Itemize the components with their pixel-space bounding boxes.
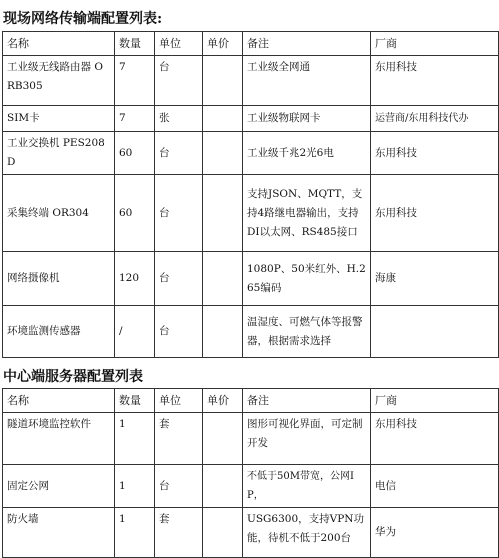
server-config-table (2, 388, 499, 558)
cell-unit: 台 (155, 252, 203, 306)
cell-note: 不低于50M带宽，公网IP， (243, 465, 371, 508)
cell-unit: 台 (155, 465, 203, 508)
cell-note: 工业级千兆2光6电 (243, 132, 371, 175)
cell-note: 工业级全网通 (243, 56, 371, 106)
cell-name: 工业级无线路由器 ORB305 (3, 56, 115, 106)
table-row (3, 252, 499, 306)
cell-name: 环境监测传感器 (3, 306, 115, 358)
cell-qty: 1 (115, 465, 155, 508)
cell-note: USG6300，支持VPN功能，待机不低于200台 (243, 508, 371, 558)
cell-vendor: 海康 (371, 252, 499, 306)
header-price: 单价 (203, 32, 243, 56)
cell-price (203, 252, 243, 306)
cell-unit: 套 (155, 413, 203, 465)
cell-vendor (371, 306, 499, 358)
cell-price (203, 56, 243, 106)
header-vendor: 厂商 (371, 32, 499, 56)
cell-unit: 台 (155, 306, 203, 358)
header-name: 名称 (3, 32, 115, 56)
cell-price (203, 465, 243, 508)
cell-price (203, 175, 243, 252)
cell-vendor: 东用科技 (371, 175, 499, 252)
cell-price (203, 508, 243, 558)
cell-name: 网络摄像机 (3, 252, 115, 306)
cell-qty: 60 (115, 132, 155, 175)
table-row (3, 56, 499, 106)
header-unit: 单位 (155, 389, 203, 413)
cell-vendor: 华为 (371, 508, 499, 558)
cell-note: 1080P、50米红外、H.265编码 (243, 252, 371, 306)
cell-vendor: 东用科技 (371, 56, 499, 106)
header-name: 名称 (3, 389, 115, 413)
cell-price (203, 106, 243, 132)
cell-note: 工业级物联网卡 (243, 106, 371, 132)
cell-unit: 台 (155, 132, 203, 175)
cell-price (203, 306, 243, 358)
cell-qty: 1 (115, 413, 155, 465)
header-qty: 数量 (115, 389, 155, 413)
table-row (3, 413, 499, 465)
header-vendor: 厂商 (371, 389, 499, 413)
network-config-table (2, 31, 499, 358)
cell-name: 固定公网 (3, 465, 115, 508)
cell-name: SIM卡 (3, 106, 115, 132)
header-note: 备注 (243, 32, 371, 56)
header-qty: 数量 (115, 32, 155, 56)
table-row (3, 106, 499, 132)
cell-qty: 7 (115, 106, 155, 132)
section1-title: 现场网络传输端配置列表: (3, 11, 163, 27)
header-note: 备注 (243, 389, 371, 413)
cell-note: 温湿度、可燃气体等报警器，根据需求选择 (243, 306, 371, 358)
table-row (3, 175, 499, 252)
cell-qty: 7 (115, 56, 155, 106)
cell-price (203, 132, 243, 175)
cell-unit: 张 (155, 106, 203, 132)
table-row (3, 132, 499, 175)
table-header-row (3, 389, 499, 413)
cell-price (203, 413, 243, 465)
table-header-row (3, 32, 499, 56)
table-row (3, 465, 499, 508)
cell-qty: 60 (115, 175, 155, 252)
table-row (3, 306, 499, 358)
cell-vendor: 东用科技 (371, 413, 499, 465)
table-row (3, 508, 499, 558)
cell-unit: 台 (155, 56, 203, 106)
cell-name: 采集终端 OR304 (3, 175, 115, 252)
cell-vendor: 运营商/东用科技代办 (371, 106, 499, 132)
cell-name: 防火墙 (3, 508, 115, 558)
cell-qty: / (115, 306, 155, 358)
section2-title: 中心端服务器配置列表 (3, 369, 143, 385)
cell-unit: 套 (155, 508, 203, 558)
cell-name: 工业交换机 PES208D (3, 132, 115, 175)
header-price: 单价 (203, 389, 243, 413)
header-unit: 单位 (155, 32, 203, 56)
cell-qty: 120 (115, 252, 155, 306)
cell-vendor: 东用科技 (371, 132, 499, 175)
cell-note: 支持JSON、MQTT，支持4路继电器输出，支持DI以太网、RS485接口 (243, 175, 371, 252)
cell-unit: 台 (155, 175, 203, 252)
cell-note: 图形可视化界面，可定制开发 (243, 413, 371, 465)
cell-vendor: 电信 (371, 465, 499, 508)
cell-name: 隧道环境监控软件 (3, 413, 115, 465)
cell-qty: 1 (115, 508, 155, 558)
